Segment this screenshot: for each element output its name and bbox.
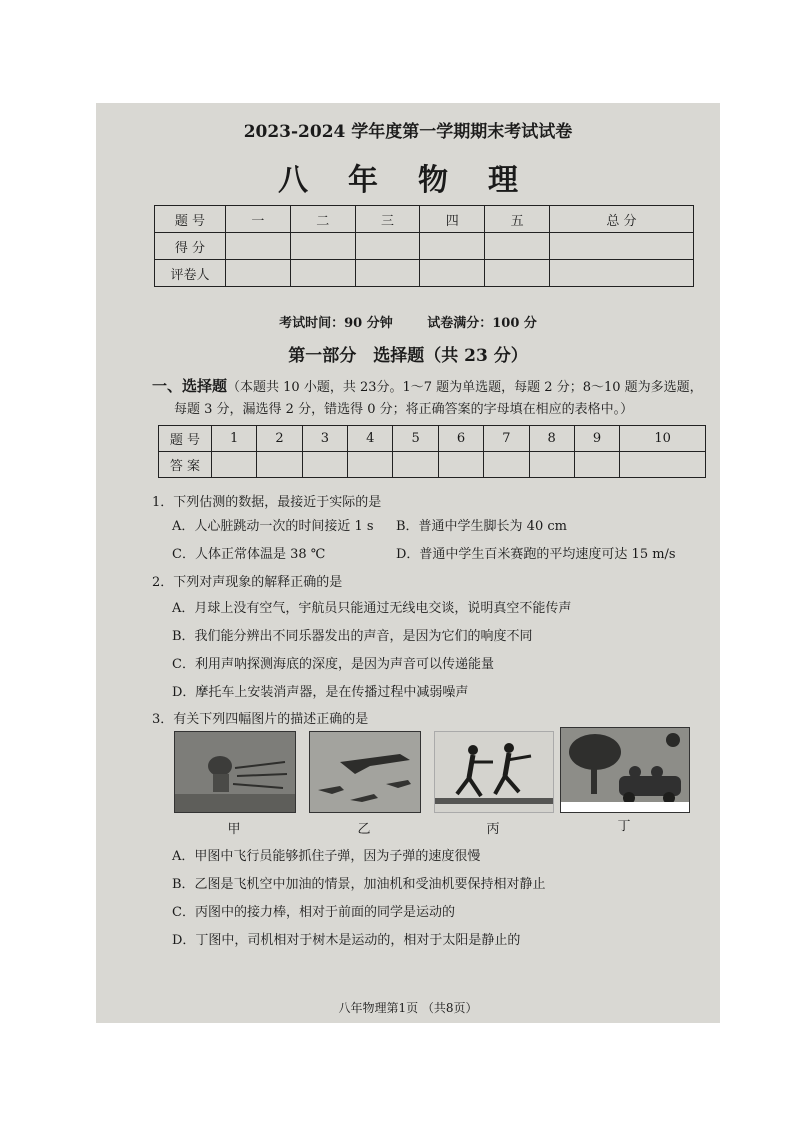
answer-row-label: 答 案 — [159, 452, 212, 478]
section-instructions — [152, 375, 712, 421]
answer-cell[interactable] — [212, 452, 257, 478]
answer-row — [159, 452, 706, 478]
answer-cell[interactable] — [393, 452, 438, 478]
score-header-row — [155, 206, 694, 233]
grader-cell[interactable] — [420, 260, 485, 287]
score-cell[interactable] — [290, 233, 355, 260]
photo-ding — [560, 727, 690, 813]
answer-row-label: 题 号 — [159, 426, 212, 452]
caption-ding: 丁 — [617, 819, 631, 834]
score-cell[interactable] — [420, 233, 485, 260]
caption-jia: 甲 — [227, 822, 241, 837]
score-row — [155, 233, 694, 260]
question-2-option-d[interactable]: D．摩托车上安装消声器，是在传播过程中减弱噪声 — [172, 685, 469, 700]
answer-number: 9 — [574, 426, 619, 452]
question-1-option-c[interactable]: C．人体正常体温是 38 ℃ — [172, 547, 326, 562]
exam-info — [96, 312, 720, 331]
question-1-option-d[interactable]: D．普通中学生百米赛跑的平均速度可达 15 m/s — [396, 547, 676, 562]
answer-number: 1 — [212, 426, 257, 452]
score-cell[interactable] — [226, 233, 291, 260]
exam-year-title: 2023-2024 学年度第一学期期末考试试卷 — [243, 122, 573, 142]
score-header-cell: 题 号 — [155, 206, 226, 233]
answer-cell[interactable] — [529, 452, 574, 478]
grader-cell[interactable] — [355, 260, 420, 287]
answer-cell[interactable] — [574, 452, 619, 478]
page-footer: 八年物理第1页 （共8页） — [338, 1001, 478, 1015]
grader-row-label: 评卷人 — [155, 260, 226, 287]
score-header-cell: 一 — [226, 206, 291, 233]
aerial-refueling-illustration — [310, 732, 420, 812]
section-heading: 一、选择题 — [152, 377, 228, 395]
question-2-option-c[interactable]: C．利用声呐探测海底的深度，是因为声音可以传递能量 — [172, 657, 494, 672]
answer-number: 7 — [484, 426, 529, 452]
answer-cell[interactable] — [438, 452, 483, 478]
part-title: 第一部分 选择题（共 23 分） — [288, 346, 528, 366]
score-row-label: 得 分 — [155, 233, 226, 260]
answer-cell[interactable] — [257, 452, 302, 478]
score-cell[interactable] — [485, 233, 550, 260]
question-1-option-a[interactable]: A．人心脏跳动一次的时间接近 1 s — [172, 519, 374, 534]
answer-number-row — [159, 426, 706, 452]
exam-full-score: 试卷满分：100 分 — [427, 316, 537, 331]
answer-number: 5 — [393, 426, 438, 452]
grader-cell[interactable] — [290, 260, 355, 287]
score-header-cell: 四 — [420, 206, 485, 233]
exam-paper — [96, 103, 720, 1023]
answer-number: 6 — [438, 426, 483, 452]
grader-cell[interactable] — [549, 260, 693, 287]
question-3-option-a[interactable]: A．甲图中飞行员能够抓住子弹，因为子弹的速度很慢 — [172, 849, 481, 864]
grader-cell[interactable] — [485, 260, 550, 287]
question-2-option-a[interactable]: A．月球上没有空气，宇航员只能通过无线电交谈，说明真空不能传声 — [172, 601, 572, 616]
question-2-option-b[interactable]: B．我们能分辨出不同乐器发出的声音，是因为它们的响度不同 — [172, 629, 533, 644]
caption-bing: 丙 — [486, 822, 500, 837]
car-tree-sun-illustration — [561, 728, 689, 812]
score-table — [154, 205, 694, 287]
relay-race-illustration — [435, 732, 553, 812]
pilot-bullet-illustration — [175, 732, 295, 812]
answer-number: 10 — [620, 426, 706, 452]
answer-cell[interactable] — [620, 452, 706, 478]
answer-number: 2 — [257, 426, 302, 452]
instructions-line-2: 每题 3 分，漏选得 2 分，错选得 0 分；将正确答案的字母填在相应的表格中。） — [174, 402, 634, 417]
photo-jia — [174, 731, 296, 813]
photo-bing — [434, 731, 554, 813]
score-header-cell: 二 — [290, 206, 355, 233]
photo-yi — [309, 731, 421, 813]
caption-yi: 乙 — [357, 822, 371, 837]
answer-cell[interactable] — [348, 452, 393, 478]
subject-title: 八年物理 — [278, 163, 558, 198]
score-cell[interactable] — [355, 233, 420, 260]
score-cell[interactable] — [549, 233, 693, 260]
answer-number: 8 — [529, 426, 574, 452]
question-3-stem: 3．有关下列四幅图片的描述正确的是 — [152, 712, 369, 727]
instructions-line-1: （本题共 10 小题，共 23分。1～7 题为单选题，每题 2 分；8～10 题为多选题， — [227, 380, 703, 395]
question-3-option-c[interactable]: C．丙图中的接力棒，相对于前面的同学是运动的 — [172, 905, 455, 920]
question-1-stem: 1．下列估测的数据，最接近于实际的是 — [152, 495, 382, 510]
score-header-cell: 总 分 — [549, 206, 693, 233]
grader-cell[interactable] — [226, 260, 291, 287]
score-header-cell: 三 — [355, 206, 420, 233]
answer-table — [158, 425, 706, 478]
answer-cell[interactable] — [302, 452, 347, 478]
question-2-stem: 2．下列对声现象的解释正确的是 — [152, 575, 343, 590]
question-3-option-b[interactable]: B．乙图是飞机空中加油的情景，加油机和受油机要保持相对静止 — [172, 877, 546, 892]
answer-cell[interactable] — [484, 452, 529, 478]
score-header-cell: 五 — [485, 206, 550, 233]
answer-number: 4 — [348, 426, 393, 452]
grader-row — [155, 260, 694, 287]
question-3-option-d[interactable]: D．丁图中，司机相对于树木是运动的，相对于太阳是静止的 — [172, 933, 521, 948]
answer-number: 3 — [302, 426, 347, 452]
exam-time: 考试时间：90 分钟 — [279, 316, 393, 331]
question-1-option-b[interactable]: B．普通中学生脚长为 40 cm — [396, 519, 567, 534]
